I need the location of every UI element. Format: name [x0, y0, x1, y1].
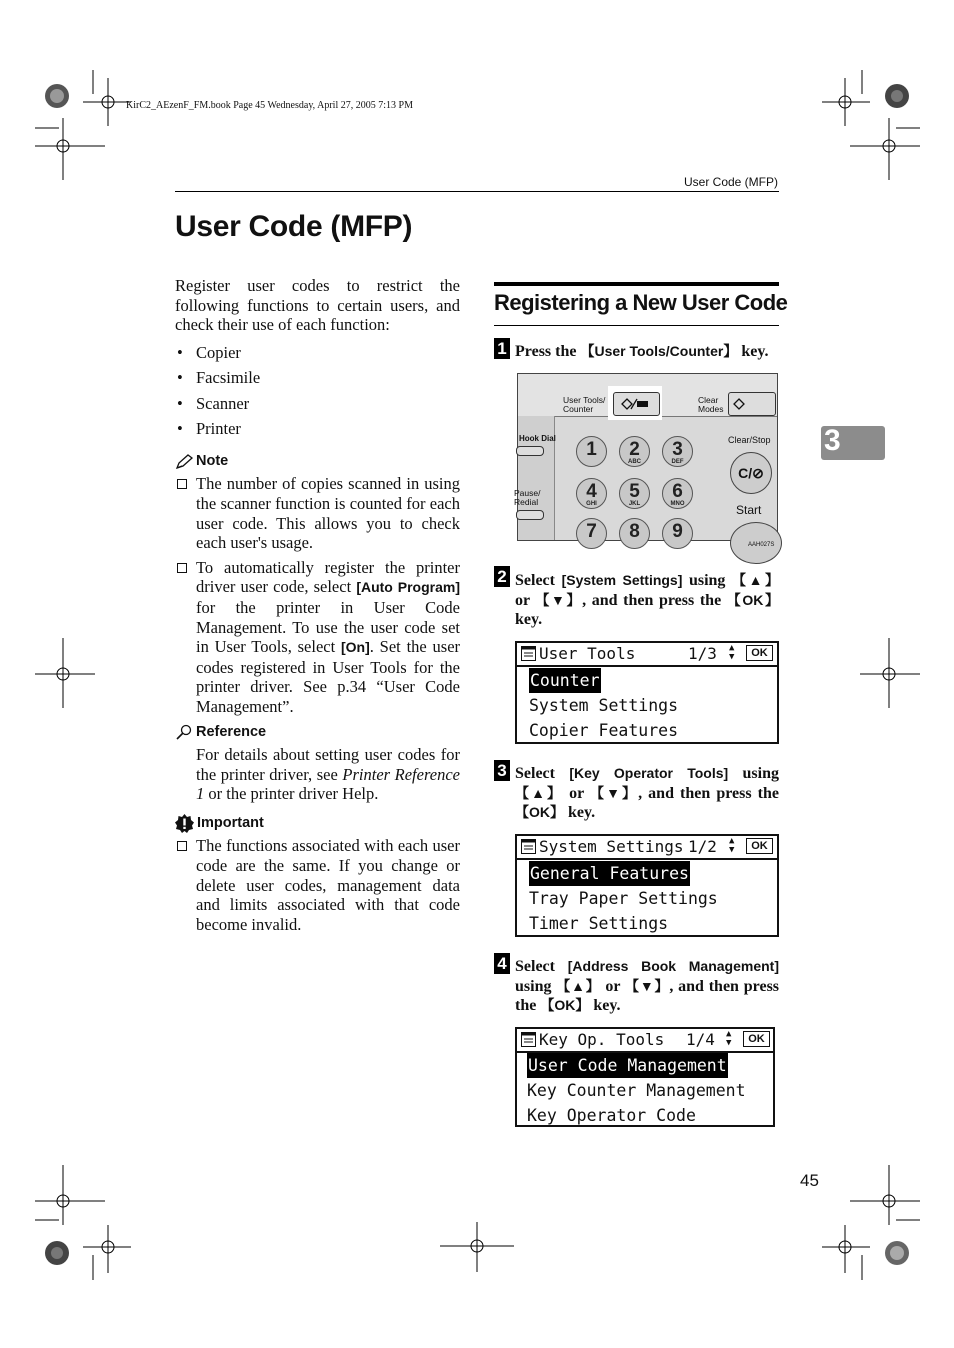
reference-book-title: Printer Reference 1: [196, 764, 460, 804]
subheading-rule-top: [494, 282, 779, 286]
key-digit: 9: [672, 521, 683, 542]
lcd-item[interactable]: System Settings: [529, 696, 679, 715]
lcd-screen-key-op-tools: [515, 1027, 775, 1127]
note-text: To automatically register the printer driver user code, select: [196, 557, 460, 597]
list-item: • Printer: [175, 416, 460, 442]
function-list: [175, 340, 460, 442]
lcd-item[interactable]: Key Counter Management: [527, 1081, 746, 1100]
hook-dial-label: Hook Dial: [519, 434, 556, 443]
step-text: using: [515, 977, 557, 995]
clear-modes-key[interactable]: [728, 392, 776, 416]
key-ok: 【OK】: [515, 804, 564, 821]
ok-icon: OK: [746, 645, 773, 661]
reference-text-part: For details about setting user codes for the printer driver, see: [196, 745, 460, 784]
note-item: [175, 558, 460, 717]
number-key[interactable]: [576, 518, 607, 549]
key-down: 【▼】: [625, 977, 670, 994]
lcd-title: User Tools: [539, 644, 636, 663]
lcd-title-bar: [517, 836, 777, 860]
reference-label: Reference: [196, 723, 267, 740]
number-key[interactable]: [576, 478, 607, 509]
number-key[interactable]: [619, 436, 650, 467]
number-key[interactable]: [619, 478, 650, 509]
intro-paragraph: Register user codes to restrict the following functions to certain users, and check their use of each function:: [175, 276, 460, 335]
key-digit: 5: [629, 481, 640, 502]
reference-text-part: or the printer driver Help.: [204, 784, 379, 804]
lcd-page: 1/4: [686, 1030, 715, 1049]
key-digit: 1: [586, 439, 597, 460]
clear-stop-key[interactable]: [730, 452, 772, 494]
step-3-text: [515, 764, 779, 823]
magnifier-icon: [175, 724, 193, 740]
note-text: The number of copies scanned in using the scanner function is counted for each user code. This allows you to check each user's usage.: [196, 474, 460, 553]
number-key[interactable]: [662, 436, 693, 467]
lcd-title-bar: [517, 1029, 773, 1053]
lcd-item[interactable]: Copier Features: [529, 721, 679, 740]
clear-stop-label: Clear/Stop: [728, 435, 771, 445]
reference-heading: [175, 723, 460, 743]
lcd-title: System Settings: [539, 837, 684, 856]
lcd-item-selected[interactable]: User Code Management: [527, 1053, 728, 1078]
step-text: Press the: [515, 343, 581, 360]
reference-text: [175, 745, 460, 804]
clear-stop-glyph: C/⊘: [738, 465, 764, 481]
control-panel-illustration: [514, 373, 778, 542]
up-down-icon: ▲ ▼: [726, 1029, 732, 1048]
menu-icon: [521, 646, 536, 661]
step-text: Select: [515, 958, 568, 975]
ok-icon: OK: [746, 838, 773, 854]
important-heading: [175, 814, 460, 834]
page-number: 45: [800, 1171, 819, 1190]
running-head: User Code (MFP): [683, 175, 778, 189]
step-4-text: [515, 957, 779, 1016]
important-icon: [175, 814, 194, 833]
lcd-item[interactable]: Tray Paper Settings: [529, 889, 718, 908]
step-text: Select: [515, 765, 570, 782]
key-system-settings: [System Settings]: [561, 572, 683, 588]
key-ok: 【OK】: [540, 997, 590, 1014]
lcd-title: Key Op. Tools: [539, 1030, 665, 1049]
clear-modes-label: Clear Modes: [698, 395, 724, 414]
key-up: 【▲】: [556, 977, 601, 994]
ok-icon: OK: [743, 1031, 770, 1047]
menu-icon: [521, 1032, 536, 1047]
key-on: [On]: [341, 639, 370, 656]
lcd-title-bar: [517, 643, 777, 667]
number-key[interactable]: [662, 478, 693, 509]
step-text: , and then press the: [515, 977, 780, 1015]
pause-redial-label: Pause/ Redial: [514, 488, 541, 507]
chapter-number: 3: [824, 424, 841, 457]
list-item: • Facsimile: [175, 365, 460, 391]
chapter-tab: [821, 426, 885, 460]
key-letters: ABC: [628, 459, 641, 465]
pause-redial-key[interactable]: [516, 510, 544, 520]
key-up: 【▲】: [515, 784, 564, 801]
key-letters: JKL: [628, 501, 641, 507]
step-text: or: [515, 591, 536, 609]
step-text: Select: [515, 572, 562, 589]
step-text: or: [600, 977, 626, 995]
page-title: User Code (MFP): [175, 210, 413, 243]
user-tools-counter-label: User Tools/ Counter: [563, 395, 606, 414]
list-item: • Scanner: [175, 391, 460, 417]
key-up: 【▲】: [732, 572, 780, 588]
subheading: Registering a New User Code: [494, 290, 788, 315]
step-number: 1: [494, 338, 510, 359]
step-number: 4: [494, 953, 510, 974]
key-down: 【▼】: [590, 784, 639, 801]
lcd-item-selected[interactable]: Counter: [529, 668, 601, 693]
print-file-info: KirC2_AEzenF_FM.book Page 45 Wednesday, April 27, 2005 7:13 PM: [126, 100, 413, 111]
note-text: . Set the user codes registered in User Tools for the printer driver. See p.34 “User Code Management”.: [196, 637, 461, 716]
pencil-icon: [175, 454, 193, 470]
up-down-icon: ▲ ▼: [729, 836, 735, 855]
registration-mark-top-right: [800, 70, 920, 190]
important-list: [175, 836, 460, 934]
step-2-text: [515, 571, 779, 630]
key-down: 【▼】: [535, 591, 583, 608]
lcd-page: 1/2: [688, 837, 717, 856]
note-label: Note: [196, 452, 229, 469]
left-column: [175, 276, 460, 939]
step-text: using: [682, 572, 733, 589]
up-down-icon: ▲ ▼: [729, 643, 735, 662]
hook-dial-key[interactable]: [516, 446, 544, 456]
step-text: , and then press the: [638, 784, 780, 802]
key-letters: GHI: [586, 501, 597, 507]
important-text: The functions associated with each user code are the same. If you change or delete user codes, management data and limits associated with that code become invalid.: [196, 836, 460, 934]
figure-code: AAH027S: [748, 542, 775, 548]
lcd-screen-system-settings: [515, 834, 779, 937]
number-key[interactable]: [619, 518, 650, 549]
lcd-screen-user-tools: [515, 641, 779, 744]
list-item: • Copier: [175, 340, 460, 366]
number-key[interactable]: [576, 436, 607, 467]
lcd-page: 1/3: [688, 644, 717, 663]
registration-mark-mid-right: [860, 638, 920, 708]
key-digit: 6: [672, 481, 683, 502]
start-label: Start: [736, 503, 762, 517]
step-text: , and then press the: [582, 591, 727, 609]
step-number: 3: [494, 760, 510, 781]
key-digit: 8: [629, 521, 640, 542]
key-digit: 2: [629, 439, 640, 460]
step-text: key.: [737, 343, 769, 360]
step-text: using: [728, 765, 779, 782]
step-1-text: [515, 342, 779, 362]
key-user-tools-counter: 【User Tools/Counter】: [580, 343, 738, 359]
note-text: for the printer in User Code Management. To use the user code set in User Tools, select: [196, 597, 460, 657]
key-letters: MNO: [670, 501, 685, 507]
lcd-item[interactable]: Timer Settings: [529, 914, 669, 933]
important-item: [175, 836, 460, 934]
registration-mark-bottom-center: [440, 1222, 514, 1272]
step-text: key.: [589, 997, 621, 1015]
registration-mark-top-left: [35, 70, 155, 190]
key-ok: 【OK】: [726, 591, 779, 608]
step-text: or: [563, 784, 591, 802]
subheading-rule-bottom: [494, 325, 779, 326]
step-number: 2: [494, 566, 510, 587]
important-label: Important: [197, 814, 264, 831]
lcd-item[interactable]: Key Operator Code: [527, 1106, 696, 1125]
diamond-icon: [733, 398, 745, 410]
key-address-book-management: [Address Book Management]: [567, 958, 779, 974]
key-key-operator-tools: [Key Operator Tools]: [569, 765, 729, 781]
lcd-item-selected[interactable]: General Features: [529, 861, 690, 886]
user-tools-icon: [621, 397, 651, 411]
key-letters: DEF: [671, 459, 684, 465]
key-digit: 3: [672, 439, 683, 460]
user-tools-key[interactable]: [613, 392, 660, 416]
key-digit: 7: [586, 521, 597, 542]
registration-mark-bottom-left: [35, 1165, 155, 1280]
note-heading: [175, 452, 460, 472]
note-list: [175, 474, 460, 716]
key-digit: 4: [586, 481, 597, 502]
registration-mark-mid-left: [35, 638, 95, 708]
step-text: key.: [564, 804, 596, 822]
step-text: key.: [515, 611, 543, 629]
number-key[interactable]: [662, 518, 693, 549]
note-item: [175, 474, 460, 552]
menu-icon: [521, 839, 536, 854]
key-auto-program: [Auto Program]: [356, 579, 460, 596]
header-rule: [175, 191, 779, 192]
